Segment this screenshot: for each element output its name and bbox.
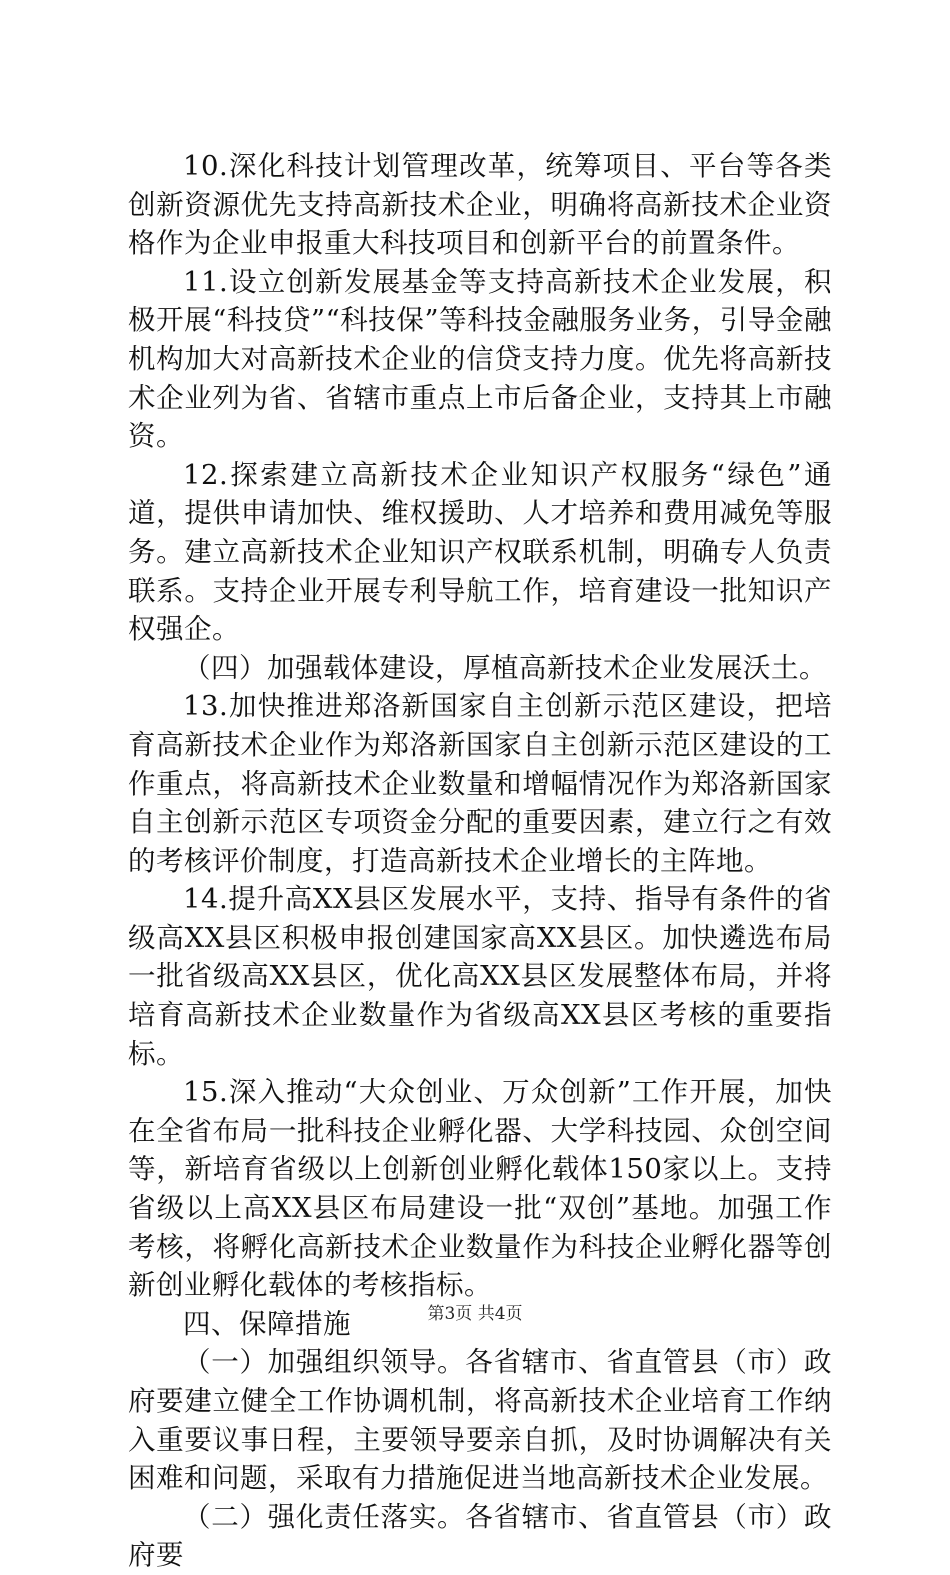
- paragraph-14: 14.提升高XX县区发展水平，支持、指导有条件的省级高XX县区积极申报创建国家高XX县区。加快遴选布局一批省级高XX县区，优化高XX县区发展整体布局，并将培育高新技术企业数量作为省级高XX县区考核的重要指标。: [128, 883, 832, 1070]
- paragraph-13: 13.加快推进郑洛新国家自主创新示范区建设，把培育高新技术企业作为郑洛新国家自主创新示范区建设的工作重点，将高新技术企业数量和增幅情况作为郑洛新国家自主创新示范区专项资金分配的重要因素，建立行之有效的考核评价制度，打造高新技术企业增长的主阵地。: [128, 690, 832, 877]
- paragraph-12: 12.探索建立高新技术企业知识产权服务“绿色”通道，提供申请加快、维权援助、人才培养和费用减免等服务。建立高新技术企业知识产权联系机制，明确专人负责联系。支持企业开展专利导航工作，培育建设一批知识产权强企。: [128, 458, 832, 646]
- document-body: [128, 147, 832, 1575]
- section-heading-safeguards: 四、保障措施: [183, 1307, 351, 1340]
- page-number-footer: 第3页 共4页: [427, 1304, 523, 1324]
- paragraph-10: 10.深化科技计划管理改革，统筹项目、平台等各类创新资源优先支持高新技术企业，明确将高新技术企业资格作为企业申报重大科技项目和创新平台的前置条件。: [128, 150, 832, 260]
- paragraph-15: 15.深入推动“大众创业、万众创新”工作开展，加快在全省布局一批科技企业孵化器、大学科技园、众创空间等，新培育省级以上创新创业孵化载体150家以上。支持省级以上高XX县区布局建设一批“双创”基地。加强工作考核，将孵化高新技术企业数量作为科技企业孵化器等创新创业孵化载体的考核指标。: [128, 1076, 832, 1302]
- paragraph-organization: （一）加强组织领导。各省辖市、省直管县（市）政府要建立健全工作协调机制，将高新技术企业培育工作纳入重要议事日程，主要领导要亲自抓，及时协调解决有关困难和问题，采取有力措施促进当地高新技术企业发展。: [128, 1346, 832, 1495]
- paragraph-responsibility: （二）强化责任落实。各省辖市、省直管县（市）政府要: [128, 1500, 832, 1572]
- section-heading-carrier: （四）加强载体建设，厚植高新技术企业发展沃土。: [183, 651, 827, 684]
- paragraph-11: 11.设立创新发展基金等支持高新技术企业发展，积极开展“科技贷”“科技保”等科技金融服务业务，引导金融机构加大对高新技术企业的信贷支持力度。优先将高新技术企业列为省、省辖市重点上市后备企业，支持其上市融资。: [128, 265, 832, 453]
